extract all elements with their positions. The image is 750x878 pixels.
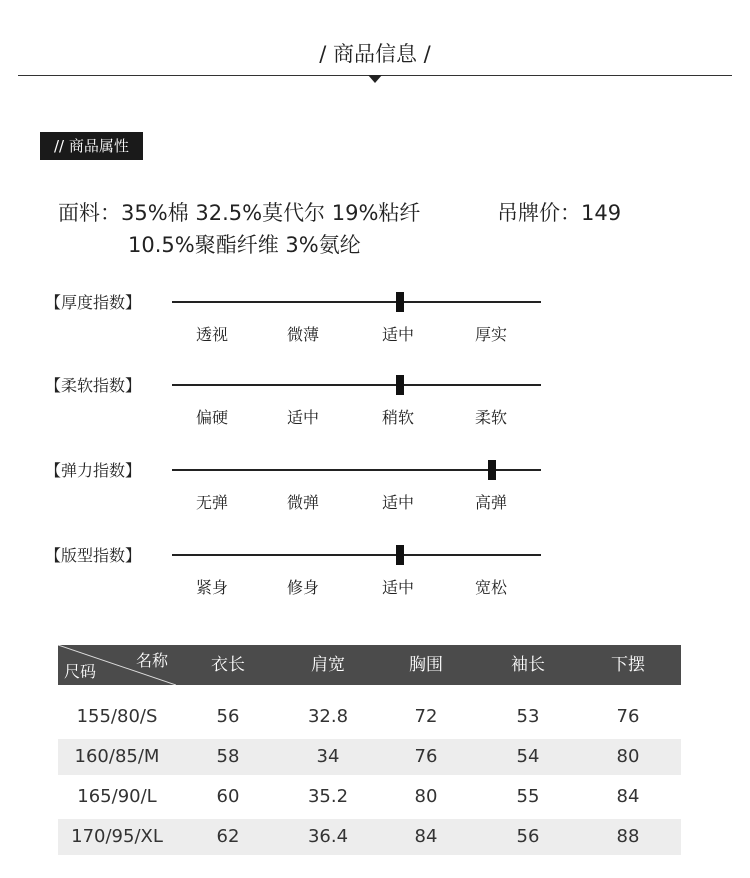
size-cell: 170/95/XL	[71, 826, 163, 847]
column-header: 肩宽	[311, 655, 345, 675]
scale-fit	[45, 546, 545, 613]
scale-thickness	[45, 293, 545, 360]
scale-option: 紧身	[196, 578, 229, 597]
scale-option: 适中	[382, 325, 415, 344]
value-cell: 58	[216, 746, 240, 767]
scale-softness	[45, 376, 545, 443]
size-cell: 160/85/M	[74, 746, 160, 767]
value-cell: 56	[516, 826, 540, 847]
scale-option: 适中	[382, 578, 415, 597]
value-cell: 35.2	[307, 786, 349, 807]
size-cell: 155/80/S	[76, 706, 158, 727]
header-title: / 商品信息 /	[319, 42, 431, 66]
value-cell: 84	[414, 826, 438, 847]
value-cell: 76	[616, 706, 640, 727]
value-cell: 72	[414, 706, 438, 727]
scale-option: 宽松	[475, 578, 508, 597]
table-row	[58, 699, 681, 735]
column-header: 袖长	[511, 655, 545, 675]
scale-option: 微薄	[287, 325, 320, 344]
value-cell: 80	[414, 786, 438, 807]
scale-option: 柔软	[475, 408, 508, 427]
scale-option: 修身	[287, 578, 320, 597]
corner-bottom-label: 尺码	[64, 662, 97, 681]
scale-elasticity	[45, 461, 545, 528]
scale-marker	[396, 292, 404, 312]
column-header: 胸围	[409, 655, 443, 675]
scale-option: 无弹	[196, 493, 229, 512]
scale-label: 【厚度指数】	[45, 293, 142, 312]
scale-option: 高弹	[475, 493, 508, 512]
table-header	[58, 645, 681, 685]
table-row	[58, 819, 681, 855]
scale-option: 适中	[287, 408, 320, 427]
value-cell: 88	[616, 826, 640, 847]
scale-marker	[396, 375, 404, 395]
value-cell: 60	[216, 786, 240, 807]
value-cell: 36.4	[307, 826, 349, 847]
value-cell: 80	[616, 746, 640, 767]
value-cell: 76	[414, 746, 438, 767]
scale-option: 稍软	[382, 408, 415, 427]
section-label: // 商品属性	[40, 132, 143, 160]
header-arrow-icon	[368, 75, 382, 83]
corner-top-label: 名称	[135, 651, 168, 670]
size-table	[58, 645, 681, 855]
column-header: 下摆	[611, 655, 645, 675]
scale-line	[172, 384, 541, 386]
scale-label: 【柔软指数】	[45, 376, 142, 395]
scale-marker	[396, 545, 404, 565]
scale-line	[172, 301, 541, 303]
scale-marker	[488, 460, 496, 480]
scale-option: 透视	[196, 325, 229, 344]
value-cell: 53	[516, 706, 540, 727]
scale-label: 【版型指数】	[45, 546, 142, 565]
tag-price: 吊牌价：149	[497, 201, 622, 225]
value-cell: 56	[216, 706, 240, 727]
fabric-info	[58, 197, 420, 261]
size-cell: 165/90/L	[77, 786, 157, 807]
fabric-line-1: 面料：35%棉 32.5%莫代尔 19%粘纤	[58, 201, 421, 225]
table-row	[58, 739, 681, 775]
value-cell: 84	[616, 786, 640, 807]
value-cell: 32.8	[307, 706, 349, 727]
value-cell: 62	[216, 826, 240, 847]
table-corner-cell	[58, 645, 176, 685]
value-cell: 34	[316, 746, 340, 767]
value-cell: 54	[516, 746, 540, 767]
scale-option: 微弹	[287, 493, 320, 512]
table-row	[58, 779, 681, 815]
column-header: 衣长	[211, 655, 245, 675]
scale-option: 适中	[382, 493, 415, 512]
fabric-line-2: 10.5%聚酯纤维 3%氨纶	[128, 233, 361, 257]
scale-line	[172, 554, 541, 556]
value-cell: 55	[516, 786, 540, 807]
scale-label: 【弹力指数】	[45, 461, 142, 480]
scale-option: 偏硬	[196, 408, 229, 427]
scale-option: 厚实	[475, 325, 508, 344]
scale-line	[172, 469, 541, 471]
